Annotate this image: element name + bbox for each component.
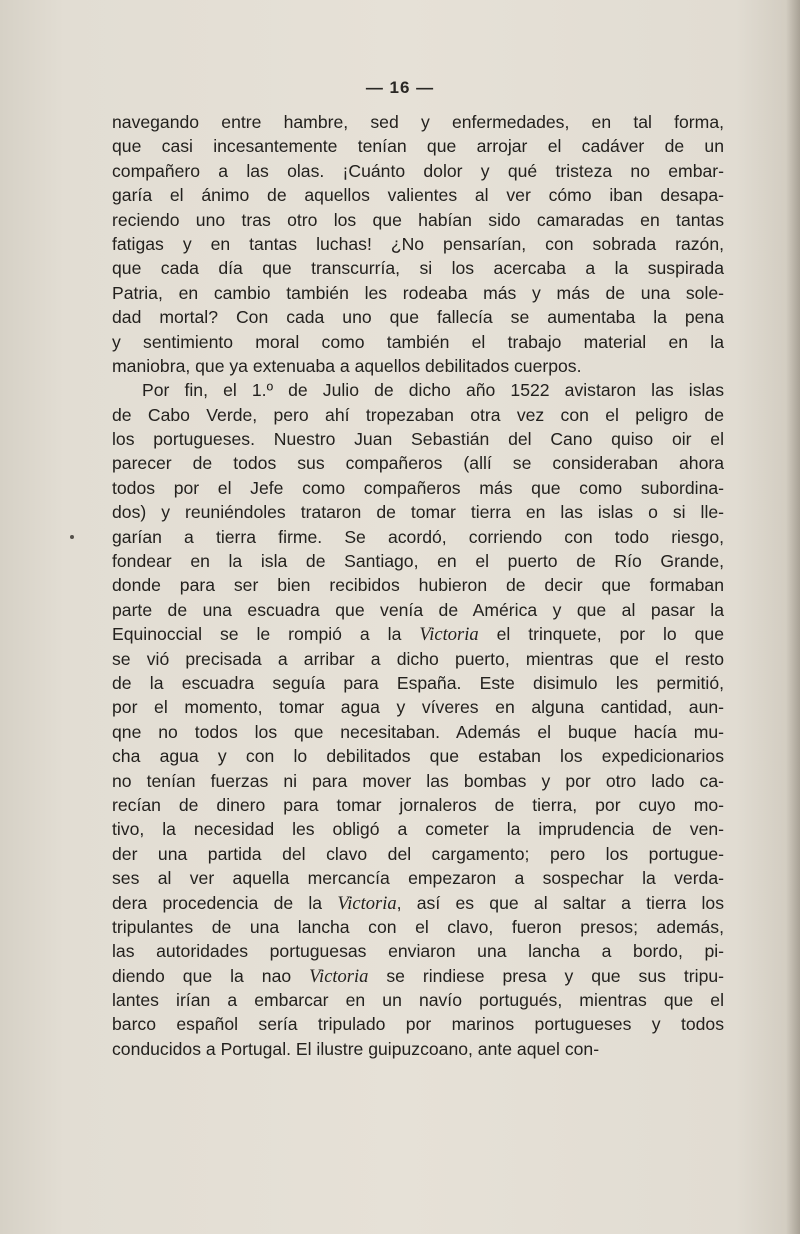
text-line <box>112 573 724 597</box>
text-segment: tivo, la necesidad les obligó a cometer la imprudencia de ven- <box>112 819 724 840</box>
text-segment: der una partida del clavo del cargamento; pero los portugue- <box>112 843 724 864</box>
text-line <box>112 549 724 573</box>
text-line <box>112 647 724 671</box>
text-segment: reciendo uno tras otro los que habían sido camaradas en tantas <box>112 209 724 230</box>
text-line <box>112 159 724 183</box>
text-line <box>112 427 724 451</box>
page-edge-shadow <box>786 0 800 1234</box>
text-segment: parecer de todos sus compañeros (allí se consideraban ahora <box>112 453 724 474</box>
text-segment: que casi incesantemente tenían que arrojar el cadáver de un <box>112 136 724 157</box>
text-segment: tripulantes de una lancha con el clavo, fueron presos; además, <box>112 916 724 937</box>
text-line <box>112 695 724 719</box>
text-line <box>112 232 724 256</box>
body-text <box>112 110 724 1061</box>
text-segment: Por fin, el 1.º de Julio de dicho año 1522 avistaron las islas <box>142 380 724 401</box>
text-line <box>112 988 724 1012</box>
text-line <box>112 769 724 793</box>
text-line <box>112 500 724 524</box>
text-segment: dos) y reuniéndoles trataron de tomar tierra en las islas o si lle- <box>112 502 724 523</box>
text-segment: se vió precisada a arribar a dicho puerto, mientras que el resto <box>112 648 724 669</box>
text-segment: recían de dinero para tomar jornaleros de tierra, por cuyo mo- <box>112 794 724 815</box>
text-line <box>112 598 724 622</box>
text-line <box>112 134 724 158</box>
text-line <box>112 866 724 890</box>
text-line <box>112 817 724 841</box>
ship-name-italic: Victoria <box>419 625 479 646</box>
text-line <box>112 451 724 475</box>
text-line <box>112 256 724 280</box>
text-segment: de la escuadra seguía para España. Este disimulo les permitió, <box>112 672 724 693</box>
ship-name-italic: Victoria <box>309 966 369 987</box>
text-segment: no tenían fuerzas ni para mover las bombas y por otro lado ca- <box>112 770 724 791</box>
text-segment: todos por el Jefe como compañeros más que como subordina- <box>112 477 724 498</box>
text-line <box>112 330 724 354</box>
text-segment: y sentimiento moral como también el trabajo material en la <box>112 331 724 352</box>
text-segment: que cada día que transcurría, si los acercaba a la suspirada <box>112 258 724 279</box>
text-segment: garía el ánimo de aquellos valientes al ver cómo iban desapa- <box>112 185 724 206</box>
text-segment: compañero a las olas. ¡Cuánto dolor y qué tristeza no embar- <box>112 160 724 181</box>
text-segment: ses al ver aquella mercancía empezaron a sospechar la verda- <box>112 868 724 889</box>
text-line <box>112 183 724 207</box>
text-line <box>112 305 724 329</box>
text-line <box>112 891 724 915</box>
text-segment: por el momento, tomar agua y víveres en alguna cantidad, aun- <box>112 697 724 718</box>
text-line <box>112 281 724 305</box>
text-line <box>112 403 724 427</box>
text-segment: parte de una escuadra que venía de América y que al pasar la <box>112 599 724 620</box>
text-line <box>112 525 724 549</box>
text-line <box>112 939 724 963</box>
text-segment: las autoridades portuguesas enviaron una lancha a bordo, pi- <box>112 941 724 962</box>
text-line <box>112 1037 740 1061</box>
text-line <box>112 671 724 695</box>
text-segment: maniobra, que ya extenuaba a aquellos debilitados cuerpos. <box>112 355 582 376</box>
text-segment: diendo que la nao <box>112 965 310 986</box>
text-line <box>112 793 724 817</box>
text-segment: dera procedencia de la <box>112 892 338 913</box>
text-segment: garían a tierra firme. Se acordó, corriendo con todo riesgo, <box>112 526 724 547</box>
text-line <box>112 208 724 232</box>
text-line <box>112 744 724 768</box>
text-line <box>112 842 724 866</box>
text-segment: lantes irían a embarcar en un navío portugués, mientras que el <box>112 990 724 1011</box>
text-segment: qne no todos los que necesitaban. Además el buque hacía mu- <box>112 721 724 742</box>
text-segment: Equinoccial se le rompió a la <box>112 624 420 645</box>
text-segment: dad mortal? Con cada uno que fallecía se aumentaba la pena <box>112 307 724 328</box>
margin-speck <box>70 535 74 539</box>
ship-name-italic: Victoria <box>337 893 397 914</box>
text-segment: barco español sería tripulado por marinos portugueses y todos <box>112 1014 724 1035</box>
text-line <box>112 720 724 744</box>
text-line <box>112 1012 724 1036</box>
text-segment: el trinquete, por lo que <box>478 624 724 645</box>
text-segment: de Cabo Verde, pero ahí tropezaban otra vez con el peligro de <box>112 404 724 425</box>
text-segment: fondear en la isla de Santiago, en el puerto de Río Grande, <box>112 551 724 572</box>
text-segment: , así es que al saltar a tierra los <box>396 892 724 913</box>
text-segment: fatigas y en tantas luchas! ¿No pensarían, con sobrada razón, <box>112 233 724 254</box>
text-segment: los portugueses. Nuestro Juan Sebastián del Cano quiso oir el <box>112 429 724 450</box>
text-segment: donde para ser bien recibidos hubieron de decir que formaban <box>112 575 724 596</box>
text-line <box>112 964 724 988</box>
text-line <box>112 378 724 402</box>
text-line <box>112 110 724 134</box>
page-number: — 16 — <box>365 78 435 97</box>
text-segment: se rindiese presa y que sus tripu- <box>368 965 724 986</box>
text-segment: cha agua y con lo debilitados que estaban los expedicionarios <box>112 746 724 767</box>
text-segment: Patria, en cambio también les rodeaba más y más de una sole- <box>112 282 724 303</box>
text-line <box>112 915 724 939</box>
text-line <box>112 354 724 378</box>
text-line <box>112 476 724 500</box>
text-line <box>112 622 724 646</box>
text-segment: navegando entre hambre, sed y enfermedades, en tal forma, <box>112 112 724 132</box>
text-segment: conducidos a Portugal. El ilustre guipuzcoano, ante aquel con- <box>112 1038 600 1059</box>
